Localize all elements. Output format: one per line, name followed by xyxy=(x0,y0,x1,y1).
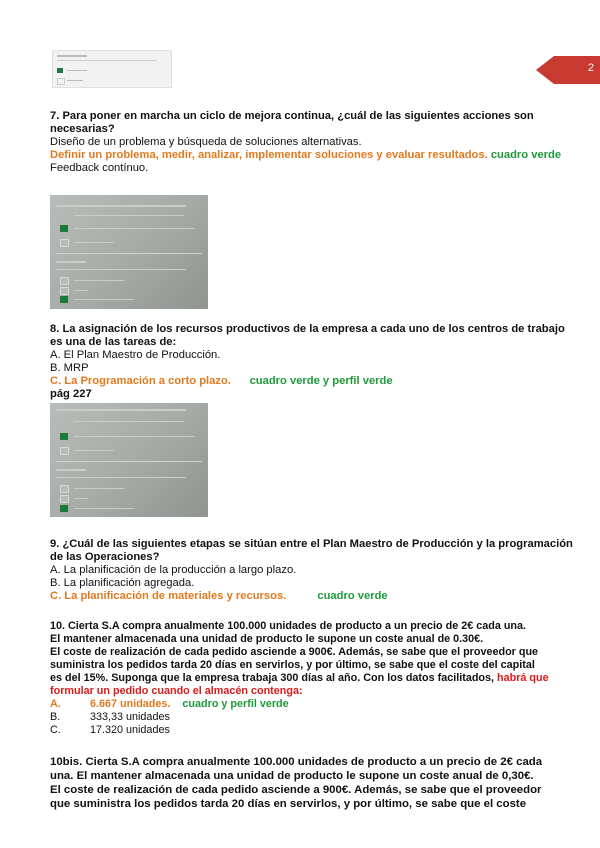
question-10-line-4: suministra los pedidos tarda 20 días en servirlos, y por último, se sabe que el coste del capital xyxy=(50,659,535,671)
question-9-answer: C. La planificación de materiales y recursos. xyxy=(50,590,287,602)
question-8-option-a: A. El Plan Maestro de Producción. xyxy=(50,349,221,361)
question-9-option-a: A. La planificación de la producción a largo plazo. xyxy=(50,564,297,576)
question-8-text: 8. La asignación de los recursos productivos de la empresa a cada uno de los centros de trabajo es una de las tareas de: xyxy=(50,323,565,348)
question-10-option-c-label: C. xyxy=(50,724,61,736)
question-10bis-line-2: una. El mantener almacenada una unidad de producto le supone un coste anual de 0,30€. xyxy=(50,770,534,782)
question-10bis-line-1: 10bis. Cierta S.A compra anualmente 100.000 unidades de producto a un precio de 2€ cada xyxy=(50,756,543,768)
question-10-note: cuadro y perfil verde xyxy=(182,698,289,710)
question-10-answer: 6.667 unidades. xyxy=(90,698,171,710)
question-7-answer-line xyxy=(50,149,580,162)
question-10bis xyxy=(50,755,580,811)
exam-photo-1 xyxy=(50,195,208,309)
question-7 xyxy=(50,110,580,175)
question-8-answer-line xyxy=(50,375,580,388)
question-7-option-3: Feedback contínuo. xyxy=(50,162,149,174)
question-10-line-3: El coste de realización de cada pedido asciende a 900€. Además, se sabe que el proveedor que xyxy=(50,646,539,658)
exam-photo-2 xyxy=(50,403,208,517)
question-10-option-b-text: 333,33 unidades xyxy=(90,711,170,723)
question-8-option-b: B. MRP xyxy=(50,362,89,374)
question-9-answer-line xyxy=(50,590,580,603)
question-10-option-a-label: A. xyxy=(50,698,61,710)
question-9 xyxy=(50,538,580,603)
question-7-answer: Definir un problema, medir, analizar, implementar soluciones y evaluar resultados. xyxy=(50,149,488,161)
page-number-badge xyxy=(536,56,600,84)
page-number: 2 xyxy=(587,62,594,74)
question-10bis-line-4: que suministra los pedidos tarda 20 días en servirlos, y por último, se sabe que el coste xyxy=(50,798,527,810)
question-9-text: 9. ¿Cuál de las siguientes etapas se sitúan entre el Plan Maestro de Producción y la programación de las Operaciones? xyxy=(50,538,573,563)
question-9-option-b: B. La planificación agregada. xyxy=(50,577,195,589)
question-8-answer: C. La Programación a corto plazo. xyxy=(50,375,231,387)
question-7-text: 7. Para poner en marcha un ciclo de mejora continua, ¿cuál de las siguientes acciones son necesarias? xyxy=(50,110,534,135)
question-10-option-b-label: B. xyxy=(50,711,61,723)
question-7-note: cuadro verde xyxy=(490,149,562,161)
question-10bis-line-3: El coste de realización de cada pedido asciende a 900€. Además, se sabe que el proveedor xyxy=(50,784,542,796)
question-10-line-1: 10. Cierta S.A compra anualmente 100.000 unidades de producto a un precio de 2€ cada una. xyxy=(50,620,527,632)
question-10-line-2: El mantener almacenada una unidad de producto le supone un coste anual de 0.30€. xyxy=(50,633,484,645)
question-10-option-a xyxy=(50,698,580,711)
question-8 xyxy=(50,323,580,401)
question-10-highlight: habrá que formular un pedido cuando el almacén contenga: xyxy=(50,672,549,697)
question-8-page-ref: pág 227 xyxy=(50,388,92,400)
screenshot-thumbnail xyxy=(52,50,172,88)
question-10-line-5-wrap xyxy=(50,672,580,698)
question-10-option-c-text: 17.320 unidades xyxy=(90,724,170,736)
question-8-note: cuadro verde y perfil verde xyxy=(249,375,393,387)
question-7-option-1: Diseño de un problema y búsqueda de soluciones alternativas. xyxy=(50,136,362,148)
question-10-line-5: es del 15%. Suponga que la empresa trabaja 300 días al año. Con los datos facilitados, xyxy=(50,672,495,684)
question-9-note: cuadro verde xyxy=(317,590,388,602)
question-10-option-b xyxy=(50,711,580,724)
question-10-option-c xyxy=(50,724,580,737)
question-10 xyxy=(50,620,580,737)
